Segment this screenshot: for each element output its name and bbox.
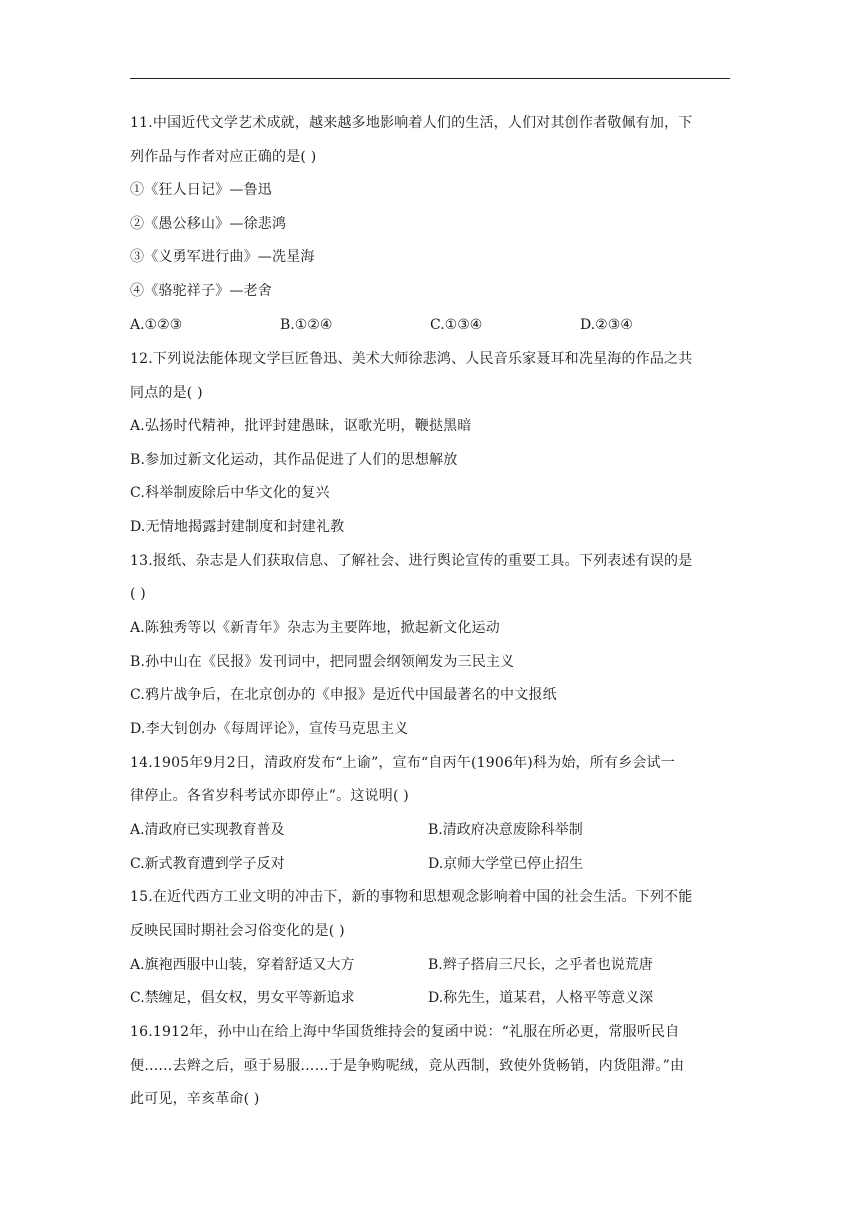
- question-11-option-d: D.②③④: [580, 317, 633, 333]
- question-12-option-a: A.弘扬时代精神，批评封建愚昧，讴歌光明，鞭挞黑暗: [130, 418, 472, 434]
- question-14-option-b: B.清政府决意废除科举制: [428, 822, 583, 838]
- question-13-option-d: D.李大钊创办《每周评论》，宣传马克思主义: [130, 721, 409, 737]
- question-13-stem-line2: ( ): [130, 586, 146, 602]
- question-15-stem-line1: 15.在近代西方工业文明的冲击下，新的事物和思想观念影响着中国的社会生活。下列不能: [130, 889, 693, 905]
- question-16-stem-line3: 此可见，辛亥革命( ): [130, 1091, 260, 1107]
- question-11-option-a: A.①②③: [130, 317, 183, 333]
- question-11-stem-line2: 列作品与作者对应正确的是( ): [130, 149, 317, 165]
- question-11-option-c: C.①③④: [430, 317, 483, 333]
- question-13-option-a: A.陈独秀等以《新青年》杂志为主要阵地，掀起新文化运动: [130, 620, 500, 636]
- question-12-stem-line1: 12.下列说法能体现文学巨匠鲁迅、美术大师徐悲鸿、人民音乐家聂耳和冼星海的作品之共: [130, 351, 693, 367]
- question-15-stem-line2: 反映民国时期社会习俗变化的是( ): [130, 923, 345, 939]
- question-13-option-c: C.鸦片战争后，在北京创办的《申报》是近代中国最著名的中文报纸: [130, 687, 557, 703]
- question-15-option-a: A.旗袍西服中山装，穿着舒适又大方: [130, 957, 355, 973]
- question-14-option-c: C.新式教育遭到学子反对: [130, 856, 285, 872]
- question-14-stem-line2: 律停止。各省岁科考试亦即停止”。这说明( ): [130, 788, 409, 804]
- question-14-option-d: D.京师大学堂已停止招生: [428, 856, 584, 872]
- question-16-stem-line1: 16.1912年，孙中山在给上海中华国货维持会的复函中说：“礼服在所必更，常服听民自: [130, 1024, 680, 1040]
- question-16-stem-line2: 便……去辫之后，亟于易服……于是争购呢绒，竞从西制，致使外货畅销，内货阻滞。”由: [130, 1058, 685, 1074]
- question-11-item-4: ④《骆驼祥子》—老舍: [130, 283, 272, 299]
- question-15-option-d: D.称先生，道某君，人格平等意义深: [428, 990, 654, 1006]
- question-15-option-b: B.辫子搭肩三尺长，之乎者也说荒唐: [428, 957, 653, 973]
- header-rule: [130, 78, 730, 79]
- question-11-item-2: ②《愚公移山》—徐悲鸿: [130, 216, 287, 232]
- question-13-option-b: B.孙中山在《民报》发刊词中，把同盟会纲领阐发为三民主义: [130, 654, 515, 670]
- question-13-stem-line1: 13.报纸、杂志是人们获取信息、了解社会、进行舆论宣传的重要工具。下列表述有误的是: [130, 553, 693, 569]
- question-12-stem-line2: 同点的是( ): [130, 385, 203, 401]
- question-11-stem-line1: 11.中国近代文学艺术成就，越来越多地影响着人们的生活，人们对其创作者敬佩有加，下: [130, 115, 693, 131]
- question-11-item-1: ①《狂人日记》—鲁迅: [130, 182, 272, 198]
- question-15-option-c: C.禁缠足，倡女权，男女平等新追求: [130, 990, 355, 1006]
- question-12-option-d: D.无情地揭露封建制度和封建礼教: [130, 519, 345, 535]
- question-12-option-c: C.科举制废除后中华文化的复兴: [130, 485, 330, 501]
- question-11-item-3: ③《义勇军进行曲》—冼星海: [130, 249, 315, 265]
- question-14-stem-line1: 14.1905年9月2日，清政府发布“上谕”，宣布“自丙午(1906年)科为始，所有乡会试一: [130, 755, 675, 771]
- question-11-option-b: B.①②④: [280, 317, 333, 333]
- question-12-option-b: B.参加过新文化运动，其作品促进了人们的思想解放: [130, 452, 458, 468]
- question-14-option-a: A.清政府已实现教育普及: [130, 822, 285, 838]
